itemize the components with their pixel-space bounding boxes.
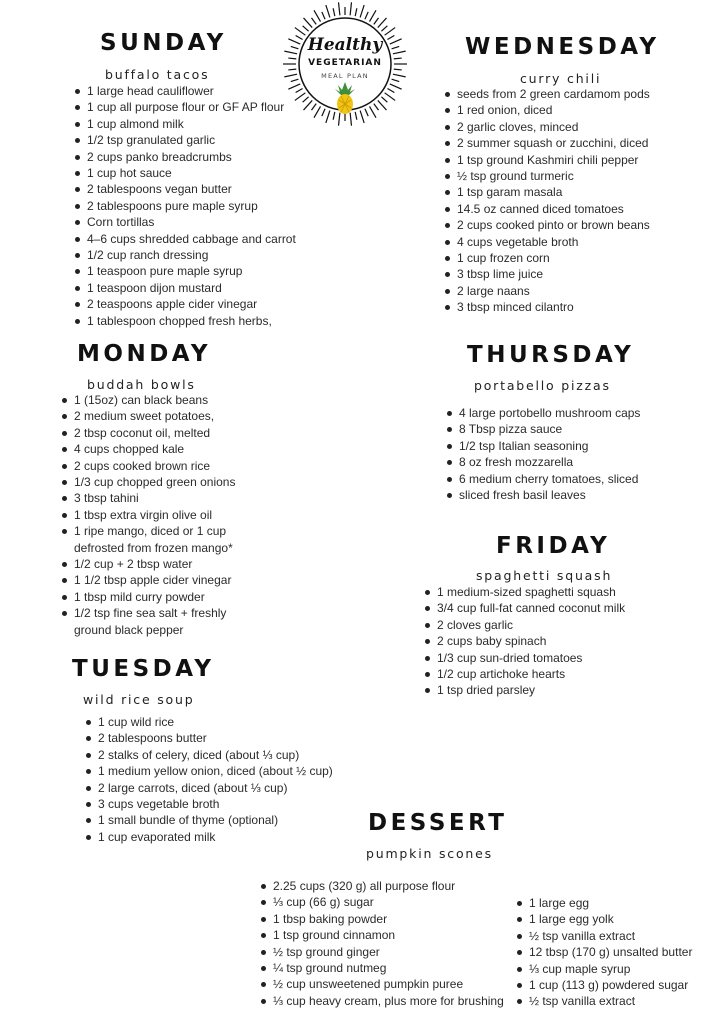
ingredient-item: 1/2 cup + 2 tbsp water xyxy=(61,556,261,572)
sunday-title: SUNDAY xyxy=(100,30,227,56)
thursday-dish: portabello pizzas xyxy=(474,378,611,393)
dessert-ingredient-list-left xyxy=(260,878,504,1009)
ingredient-item: 3 tbsp tahini xyxy=(61,490,261,506)
sunburst-ray xyxy=(311,18,316,24)
sunburst-ray xyxy=(387,89,394,93)
ingredient-item: Corn tortillas xyxy=(74,214,296,230)
ingredient-item: 1 tablespoon chopped fresh herbs, xyxy=(74,313,296,329)
sunburst-ray xyxy=(288,69,296,70)
dessert-title: DESSERT xyxy=(368,810,508,836)
ingredient-item: 1/2 tsp Italian seasoning xyxy=(446,438,640,454)
ingredient-item: 1 cup (113 g) powdered sugar xyxy=(516,977,696,993)
ingredient-item: ½ tsp vanilla extract xyxy=(516,993,696,1009)
sunburst-ray xyxy=(326,5,330,17)
ingredient-item: 3 tbsp minced cilantro xyxy=(444,299,650,315)
sunday-dish: buffalo tacos xyxy=(105,67,210,82)
sunburst-ray xyxy=(303,97,309,102)
dessert-dish: pumpkin scones xyxy=(366,846,493,861)
ingredient-item: ½ tsp ground ginger xyxy=(260,944,504,960)
ingredient-item: 12 tbsp (170 g) unsalted butter xyxy=(516,944,696,960)
friday-ingredient-list xyxy=(424,584,625,699)
ingredient-item: ½ tsp vanilla extract xyxy=(516,928,696,944)
sunburst-ray xyxy=(304,18,313,28)
ingredient-item: ¼ tsp ground nutmeg xyxy=(260,960,504,976)
ingredient-item: 1 tsp garam masala xyxy=(444,184,650,200)
sunburst-ray xyxy=(295,93,306,101)
sunburst-ray xyxy=(350,2,351,15)
sunburst-ray xyxy=(381,97,387,102)
ingredient-item: 2 tbsp coconut oil, melted xyxy=(61,425,261,441)
logo-vegetarian: VEGETARIAN xyxy=(308,58,382,68)
sunday-ingredient-list xyxy=(74,83,296,329)
pineapple-leaves xyxy=(335,82,355,95)
sunburst-ray xyxy=(360,111,364,123)
ingredient-item: 1 medium yellow onion, diced (about ½ cup) xyxy=(85,763,333,779)
ingredient-item: 2 cups cooked brown rice xyxy=(61,458,261,474)
wednesday-ingredient-list xyxy=(444,86,650,316)
sunburst-ray xyxy=(365,109,368,116)
ingredient-item: ½ cup unsweetened pumpkin puree xyxy=(260,976,504,992)
ingredient-item: 1 cup all purpose flour or GF AP flour xyxy=(74,99,296,115)
sunburst-ray xyxy=(360,5,364,17)
ingredient-item: 2 cups panko breadcrumbs xyxy=(74,149,296,165)
friday-dish: spaghetti squash xyxy=(476,568,613,583)
ingredient-item: 1 red onion, diced xyxy=(444,102,650,118)
sunburst-ray xyxy=(370,10,377,21)
sunburst-ray xyxy=(311,104,316,110)
ingredient-item: 6 medium cherry tomatoes, sliced xyxy=(446,471,640,487)
logo-healthy: Healthy xyxy=(307,35,383,55)
sunburst-ray xyxy=(374,18,379,24)
ingredient-item: 1 cup almond milk xyxy=(74,116,296,132)
ingredient-item: 8 Tbsp pizza sauce xyxy=(446,421,640,437)
sunburst-ray xyxy=(365,12,368,19)
ingredient-item: ½ tsp ground turmeric xyxy=(444,168,650,184)
ingredient-item: 1/2 cup ranch dressing xyxy=(74,247,296,263)
sunburst-ray xyxy=(314,10,321,21)
sunburst-ray xyxy=(296,89,303,93)
monday-title: MONDAY xyxy=(77,341,212,367)
sunburst-ray xyxy=(390,84,402,89)
ingredient-item: 1 large egg xyxy=(516,895,696,911)
sunburst-ray xyxy=(339,2,340,15)
ingredient-item: 2 large naans xyxy=(444,283,650,299)
ingredient-item: 3/4 cup full-fat canned coconut milk xyxy=(424,600,625,616)
logo-badge xyxy=(280,2,410,132)
sunburst-ray xyxy=(381,26,387,31)
ingredient-item: 1/2 cup artichoke hearts xyxy=(424,666,625,682)
sunburst-ray xyxy=(322,109,325,116)
ingredient-item: 1 tsp dried parsley xyxy=(424,682,625,698)
ingredient-item: 2 large carrots, diced (about ⅓ cup) xyxy=(85,780,333,796)
sunburst-ray xyxy=(314,106,321,117)
sunburst-ray xyxy=(370,106,377,117)
sunburst-ray xyxy=(374,104,379,110)
ingredient-item: 4–6 cups shredded cabbage and carrot xyxy=(74,231,296,247)
ingredient-item: ⅓ cup heavy cream, plus more for brushing xyxy=(260,993,504,1009)
ingredient-item: 2 garlic cloves, minced xyxy=(444,119,650,135)
ingredient-item: 2 tablespoons butter xyxy=(85,730,333,746)
ingredient-item: 1 cup evaporated milk xyxy=(85,829,333,845)
ingredient-item: 1 cup frozen corn xyxy=(444,250,650,266)
ingredient-item: ⅓ cup (66 g) sugar xyxy=(260,894,504,910)
ingredient-item: 14.5 oz canned diced tomatoes xyxy=(444,201,650,217)
ingredient-item: 1/2 tsp fine sea salt + freshly ground black pepper xyxy=(61,605,261,638)
ingredient-item: 1 tbsp mild curry powder xyxy=(61,589,261,605)
ingredient-item: 1 tbsp extra virgin olive oil xyxy=(61,507,261,523)
ingredient-item: 1 tbsp baking powder xyxy=(260,911,504,927)
ingredient-item: 8 oz fresh mozzarella xyxy=(446,454,640,470)
ingredient-item: 1 teaspoon dijon mustard xyxy=(74,280,296,296)
monday-ingredient-list xyxy=(61,392,261,638)
sunburst-ray xyxy=(303,26,309,31)
sunburst-ray xyxy=(378,18,387,28)
ingredient-item: 2.25 cups (320 g) all purpose flour xyxy=(260,878,504,894)
sunburst-ray xyxy=(322,12,325,19)
ingredient-item: 2 stalks of celery, diced (about ⅓ cup) xyxy=(85,747,333,763)
sunburst-ray xyxy=(385,93,396,101)
pineapple-icon xyxy=(330,81,360,115)
monday-dish: buddah bowls xyxy=(87,377,196,392)
ingredient-item: 2 medium sweet potatoes, xyxy=(61,408,261,424)
ingredient-item: 3 cups vegetable broth xyxy=(85,796,333,812)
tuesday-title: TUESDAY xyxy=(72,656,215,682)
ingredient-item: 2 cups baby spinach xyxy=(424,633,625,649)
ingredient-item: 2 tablespoons pure maple syrup xyxy=(74,198,296,214)
sunburst-ray xyxy=(355,8,357,16)
wednesday-title: WEDNESDAY xyxy=(465,34,660,60)
ingredient-item: sliced fresh basil leaves xyxy=(446,487,640,503)
ingredient-item: 1/3 cup chopped green onions xyxy=(61,474,261,490)
ingredient-item: 4 cups chopped kale xyxy=(61,441,261,457)
ingredient-item: 2 cups cooked pinto or brown beans xyxy=(444,217,650,233)
ingredient-item: 1/3 cup sun-dried tomatoes xyxy=(424,650,625,666)
ingredient-item: 1 (15oz) can black beans xyxy=(61,392,261,408)
ingredient-item: 1 tsp ground Kashmiri chili pepper xyxy=(444,152,650,168)
logo-meal-plan: MEAL PLAN xyxy=(321,72,369,80)
ingredient-item: 1 large egg yolk xyxy=(516,911,696,927)
ingredient-item: 3 tbsp lime juice xyxy=(444,266,650,282)
ingredient-item: 2 summer squash or zucchini, diced xyxy=(444,135,650,151)
thursday-ingredient-list xyxy=(446,405,640,503)
ingredient-item: 2 cloves garlic xyxy=(424,617,625,633)
ingredient-item: ⅓ cup maple syrup xyxy=(516,961,696,977)
ingredient-item: 1/2 tsp granulated garlic xyxy=(74,132,296,148)
ingredient-item: 1 ripe mango, diced or 1 cup defrosted from frozen mango* xyxy=(61,523,261,556)
ingredient-item: 1 tsp ground cinnamon xyxy=(260,927,504,943)
tuesday-ingredient-list xyxy=(85,714,333,845)
ingredient-item: 1 cup wild rice xyxy=(85,714,333,730)
ingredient-item: 2 tablespoons vegan butter xyxy=(74,181,296,197)
ingredient-item: 2 teaspoons apple cider vinegar xyxy=(74,296,296,312)
friday-title: FRIDAY xyxy=(496,533,611,559)
ingredient-item: 4 large portobello mushroom caps xyxy=(446,405,640,421)
ingredient-item: 1 large head cauliflower xyxy=(74,83,296,99)
ingredient-item: 1 medium-sized spaghetti squash xyxy=(424,584,625,600)
sunburst-ray xyxy=(333,8,335,16)
ingredient-item: 1 1/2 tbsp apple cider vinegar xyxy=(61,572,261,588)
sunburst-ray xyxy=(394,69,402,70)
wednesday-dish: curry chili xyxy=(520,71,602,86)
ingredient-item: 1 small bundle of thyme (optional) xyxy=(85,812,333,828)
ingredient-item: 4 cups vegetable broth xyxy=(444,234,650,250)
sunburst-ray xyxy=(378,100,387,110)
ingredient-item: 1 cup hot sauce xyxy=(74,165,296,181)
dessert-ingredient-list-right xyxy=(516,895,696,1010)
tuesday-dish: wild rice soup xyxy=(83,692,195,707)
thursday-title: THURSDAY xyxy=(467,342,635,368)
ingredient-item: 1 teaspoon pure maple syrup xyxy=(74,263,296,279)
sunburst-ray xyxy=(304,100,313,110)
ingredient-item: seeds from 2 green cardamom pods xyxy=(444,86,650,102)
